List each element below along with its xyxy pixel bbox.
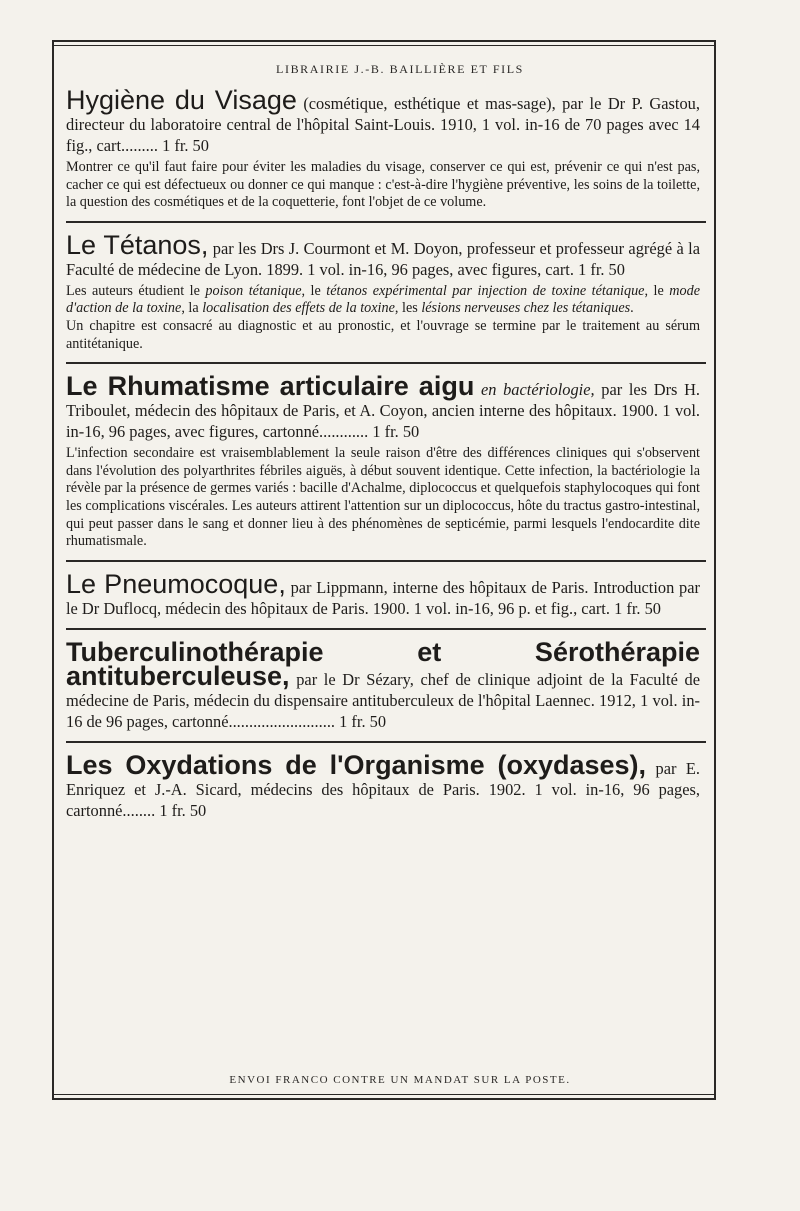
entry-title: Le Rhumatisme articulaire aigu: [66, 371, 475, 402]
entry-subtitle: en bactériologie,: [480, 380, 595, 400]
entry-details: par les Drs J. Courmont et M. Doyon, professeur et professeur agrégé à la Faculté de médecine de Lyon. 1899. 1 vol. in-16, 96 pages, avec figures, cart.: [66, 238, 700, 279]
entry-title: Hygiène du Visage: [66, 85, 297, 115]
entry-title: Le Pneumocoque,: [66, 568, 286, 599]
catalog-entry-pneumocoque: [66, 568, 706, 619]
entry-price: 1 fr. 50: [578, 259, 625, 279]
entry-divider: [66, 362, 706, 364]
catalog-entry-hygiene-visage: [66, 85, 706, 212]
entry-price: 1 fr. 50: [159, 800, 207, 820]
entry-divider: [66, 560, 706, 562]
entry-details: par le Dr Sézary, chef de clinique adjoint de la Faculté de médecine de Paris, médecin du dispensaire antituberculeux de l'hôpital Laennec. 1912, 1 vol. in-16 de 96 pages, cartonné..........................: [66, 669, 700, 731]
entry-details: par E. Enriquez et J.-A. Sicard, médecins des hôpitaux de Paris. 1902. 1 vol. in-16, 96 pages, cartonné........: [66, 758, 700, 820]
catalog-entry-oxydations: [66, 749, 706, 821]
entry-details: par les Drs H. Triboulet, médecin des hôpitaux de Paris, et A. Coyon, ancien interne des hôpitaux. 1900. 1 vol. in-16, 96 pages, avec figures, cartonné............: [66, 380, 701, 442]
bottom-border: [52, 1094, 716, 1100]
catalog-entry-tetanos: [66, 229, 706, 353]
catalog-entry-rhumatisme: [66, 371, 706, 551]
entry-title: Le Tétanos,: [66, 229, 209, 260]
catalog-listing: [66, 85, 706, 821]
entry-description: Montrer ce qu'il faut faire pour éviter les maladies du visage, conserver ce qui est, prévenir ce qui n'est pas, cacher ce qui est défectueux ou donner ce qui manque : c'est-à-dire l'hygiène préventive, les soins de la toilette, la question des cosmétiques et de la coquetterie, font l'objet de ce volume.: [66, 159, 700, 211]
entry-price: 1 fr. 50: [162, 136, 209, 155]
running-header: LIBRAIRIE J.-B. BAILLIÈRE ET FILS: [276, 62, 524, 76]
entry-price: 1 fr. 50: [339, 711, 387, 731]
entry-description: Les auteurs étudient le poison tétanique, le tétanos expérimental par injection de toxine tétanique, le mode d'action de la toxine, la localisation des effets de la toxine, les lésions nerveuses chez les tétaniques. Un chapitre est consacré au diagnostic et au pronostic, et l'ouvrage se termine par le traitement au sérum antitétanique.: [66, 282, 700, 352]
entry-divider: [66, 221, 706, 223]
catalog-entry-tuberculinotherapie: [66, 636, 706, 732]
entry-title: Tuberculinothérapie et Sérothérapie antituberculeuse,: [66, 636, 700, 691]
entry-description: L'infection secondaire est vraisemblablement la seule raison d'être des différences cliniques qui s'observent dans l'évolution des polyarthrites fébriles aiguës, à début souvent identique. Cette infection, la bactériologie la révèle par la présence de germes variés : bacille d'Achalme, diplococcus et quelquefois staphylocoques qui font les complications viscérales. Les auteurs attirent l'attention sur un diplococcus, hôte du tractus gastro-intestinal, qui peut passer dans le sang et donner lieu à des phénomènes de septicémie, parmi lesquels l'endocardite dite rhumatismale.: [66, 445, 700, 550]
entry-price: 1 fr. 50: [372, 422, 420, 442]
entry-divider: [66, 628, 706, 630]
entry-title: Les Oxydations de l'Organisme (oxydases),: [66, 749, 647, 780]
entry-details: par Lippmann, interne des hôpitaux de Paris. Introduction par le Dr Duflocq, médecin des hôpitaux de Paris. 1900. 1 vol. in-16, 96 p. et fig., cart.: [66, 577, 700, 618]
entry-divider: [66, 741, 706, 743]
entry-subtitle: (cosmétique, esthétique et mas-sage),: [303, 94, 556, 113]
entry-price: 1 fr. 50: [614, 598, 661, 618]
footer-note: ENVOI FRANCO CONTRE UN MANDAT SUR LA POSTE.: [229, 1074, 571, 1086]
entry-details: par le Dr P. Gastou, directeur du laboratoire central de l'hôpital Saint-Louis. 1910, 1 vol. in-16 de 70 pages avec 14 fig., cart.........: [66, 94, 700, 155]
